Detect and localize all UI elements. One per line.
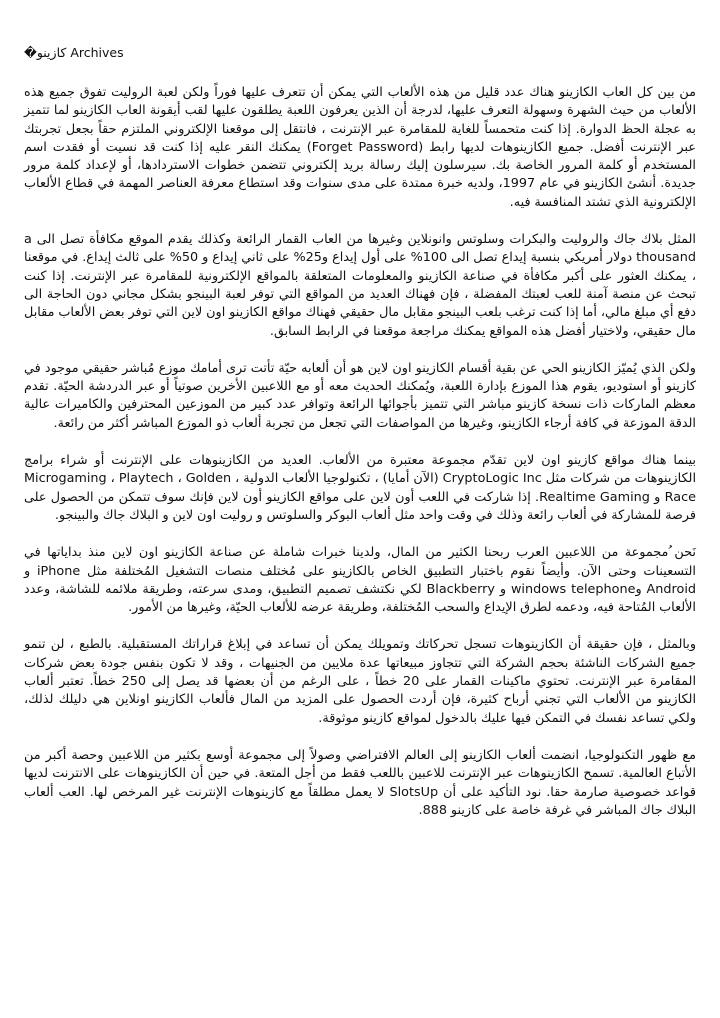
article-paragraph: المثل بلاك جاك والروليت والبكرات وسلوتس وانونلاين وغيرها من العاب القمار الرائعة وكذلك يقدم الموقع مكافأة تصل الى a thousand دولار أمريكي بنسبة إيداع تصل الى 100% على أول إيداع و25% على ثاني إيداع و 50% على ثالث إيداع. في موقعنا ، يمكنك العثور على أكبر مكافأة في صناعة الكازينو والمعلومات المتعلقة بالمواقع الإلكترونية للمقامرة عبر الإنترنت. إذا كنت تبحث عن منصة آمنة للعب لعبتك المفضلة ، فإن فهناك العديد من المواقع التي توفر لعبة البينجو بشكل مجاني دون الحاجة الى دفع أي مبلغ مالي، أما إذا كنت ترغب بلعب البينجو مقابل مال حقيقي فهناك مواقع الكازينو اون لاين التي توفر بعض الألعاب مقابل مال حقيقي، ولاختيار أفضل هذه المواقع يمكنك مراجعة موقعنا في الرابط السابق. [24,232,696,339]
article-paragraph: مع ظهور التكنولوجيا، انضمت ألعاب الكازينو إلى العالم الافتراضي وصولاً إلى مجموعة أوسع بكثير من اللاعبين وحصة أكبر من الأتباع العالمية. تسمح الكازينوهات عبر الإنترنت للاعبين باللعب فقط من أجل المتعة. في حين أن الكازينوهات على الانترنت لديها قواعد خصوصية صارمة حقا. نود التأكيد على أن SlotsUp لا يعمل مطلقاً مع كازينوهات الإنترنت غير المرخص لها. العب ألعاب البلاك جاك المباشر في غرفة خاصة على كازينو 888. [24,747,697,818]
article-paragraph: ولكن الذي يُميّز الكازينو الحي عن بقية أقسام الكازينو اون لاين هو أن ألعابه حيّة تأتت ترى أمامك موزع مُباشر حقيقي موجود في كازينو أو استوديو، يقوم هذا الموزع بإدارة اللعبة، ويُمكنك الحديث معه أو مع اللاعبين الأخرين صوتياً أو عبر الدردشة الحيّة. تقدم معظم الماركات ذات نسخة كازينو مباشر التي تتميز بأجوائها الرائعة وتوافر عدد كبير من الموزعين المحترفين والكاميرات عالية الدقة الموزعة في كافة أرجاء الكازينو، وغيرها من المواصفات التي تجعل من تجربة ألعاب ذو الموزع المباشر أكثر من رائعة. [24,360,696,431]
article-paragraph: من بين كل العاب الكازينو هناك عدد قليل من هذه الألعاب التي يمكن أن تتعرف عليها فوراً ولكن لعبة الروليت تفوق جميع هذه الألعاب من حيث الشهرة وسهولة التعرف عليها، لدرجة أن الذين يعرفون اللعبة يطلقون عليها لقب أيقونة العاب الكازينو لما تتميز به عجلة الحظ الدوارة. إذا كنت متحمساً للغاية للمقامرة عبر الإنترنت ، فانتقل إلى موقعنا الإلكتروني الملتزم حقاً بجعل تجربتك عبر الإنترنت أفضل. جميع الكازينوهات لديها رابط (Forget Password) يمكنك النقر عليه إذا كنت قد نسيت أو فقدت اسم المستخدم أو كلمة المرور الخاصة بك. سيرسلون إليك رسالة بريد إلكتروني تتضمن خطوات الاستردادها، أو لإعداد كلمة مرور جديدة. أنشئ الكازينو في عام 1997، ولديه خبرة ممتدة على مدى سنوات وقد استطاع معرفة العناصر المهمة في قطاع الألعاب الإلكترونية الذي تشتد المنافسة فيه. [24,85,696,210]
article-paragraph: وبالمثل ، فإن حقيقة أن الكازينوهات تسجل تحركاتك وتمويلك يمكن أن تساعد في إبلاغ قراراتك المستقبلية. بالطبع ، لن تنمو جميع الشركات الناشئة بحجم الشركة التي تتجاوز مبيعاتها عدة ملايين من الجنيهات ، وقد لا تكون بنفس جودة بعض شركات المقامرة عبر الإنترنت. تحتوي ماكينات القمار على 20 خطاً ، على الرغم من أن بعضها قد يصل إلى 250 خطاً. تعتبر ألعاب الكازينو من الألعاب التي تجني أرباح كثيرة، فإن أردت الحصول على المزيد من المال فألعاب الكازينو اونلاين هي دليلك لذلك، ولكي تساعد نفسك في التمكن فيها عليك بالدخول لمواقع كازينو موثوقة. [24,637,697,726]
archive-title: �كازينو Archives [24,45,124,60]
article-paragraph: نَحن ُمجموعة من اللاعبين العرب ربحنا الكثير من المال، ولدينا خبرات شاملة عن صناعة الكازينو اون لاين منذ بداياتها في التسعينات وحتى الآن. وأيضاً نقوم باختبار التطبيق الخاص بالكازينو على مُختلف منصات التشغيل المُختلفة مثل iPhone و Android وwindows telephone و Blackberry لكي نكتشف تصميم التطبيق، ومدى سرعته، وطريقة ملائمه للشاشة، وعدد الألعاب المُتاحة فيه، ودعمه لطرق الإيداع والسحب المُختلفة، وطريقة عرضه للألعاب الحيّة، وغيرها من الأمور. [24,545,697,616]
article-body [24,84,696,820]
article-paragraph: بينما هناك مواقع كازينو اون لاين تقدّم مجموعة معتبرة من الألعاب. العديد من الكازينوهات على الإنترنت أو شراء برامج الكازينوهات من شركات مثل CryptoLogic Inc (الآن أمايا) ، تكنولوجيا الألعاب الدولية ، Microgaming ، Playtech ، Golden Race و Realtime Gaming. إذا شاركت في اللعب أون لاين على مواقع الكازينو أون لاين فإنك سوف تتمكن من الحصول على فرصة للمشاركة في ألعاب رائعة وذلك في وقت واحد مثل ألعاب البوكر والسلوتس و روليت اون لاين و البلاك جاك والبينجو. [24,453,696,523]
